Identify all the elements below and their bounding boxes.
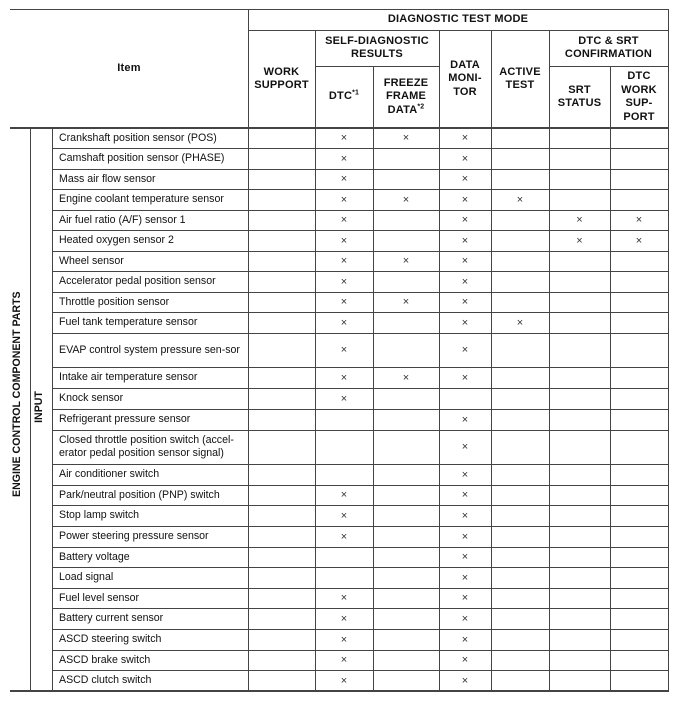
header-active-test	[491, 30, 549, 128]
row-divider	[52, 388, 668, 389]
group-engine-control-component-parts: ENGINE CONTROL COMPONENT PARTS	[11, 291, 23, 497]
row-divider	[52, 670, 668, 671]
header-work-support-label: WORK SUPPORT	[254, 65, 309, 91]
table-cell-mark: ×	[340, 509, 348, 522]
table-row-item: Stop lamp switch	[59, 509, 140, 521]
column-divider	[315, 30, 316, 691]
table-row-item: Air conditioner switch	[59, 468, 160, 480]
header-srt-status	[549, 66, 610, 128]
row-divider	[52, 367, 668, 368]
column-divider	[373, 66, 374, 691]
row-divider	[52, 464, 668, 465]
header-divider	[315, 66, 439, 67]
header-dtc-srt-confirmation-label: DTC & SRT CONFIRMATION	[564, 34, 653, 60]
table-cell-mark: ×	[340, 592, 348, 604]
table-cell-mark: ×	[340, 654, 348, 666]
table-cell-mark: ×	[340, 612, 348, 625]
table-cell-mark: ×	[576, 214, 583, 226]
row-divider	[52, 210, 668, 211]
table-cell-mark: ×	[635, 234, 643, 247]
table-row-item: Power steering pressure sensor	[59, 530, 209, 542]
table-cell-mark: ×	[461, 371, 469, 384]
column-divider	[248, 10, 249, 691]
table-cell-mark: ×	[461, 344, 469, 356]
column-divider	[610, 66, 611, 691]
table-cell-mark: ×	[461, 571, 469, 584]
table-cell-mark: ×	[461, 255, 469, 267]
table-cell-mark: ×	[402, 132, 410, 144]
table-cell-mark: ×	[461, 193, 469, 206]
table-cell-mark: ×	[340, 132, 348, 144]
table-cell-mark: ×	[340, 214, 348, 226]
row-divider	[52, 292, 668, 293]
row-divider	[52, 271, 668, 272]
column-divider	[439, 30, 440, 691]
header-self-diagnostic-results-label: SELF-DIAGNOSTIC RESULTS	[325, 34, 429, 60]
table-cell-mark: ×	[340, 489, 348, 501]
header-data-monitor	[439, 30, 491, 128]
table-cell-mark: ×	[461, 674, 469, 687]
row-divider	[52, 505, 668, 506]
table-cell-mark: ×	[340, 296, 348, 308]
table-cell-mark: ×	[461, 275, 469, 288]
table-cell-mark: ×	[461, 413, 469, 426]
table-cell-mark: ×	[340, 193, 348, 206]
table-cell-mark: ×	[340, 152, 348, 165]
header-dtc-label	[329, 90, 359, 104]
column-divider	[549, 30, 550, 691]
table-cell-mark: ×	[461, 296, 469, 308]
table-cell-mark: ×	[402, 371, 410, 384]
table-cell-mark: ×	[340, 633, 348, 646]
row-divider	[52, 169, 668, 170]
table-cell-mark: ×	[340, 255, 348, 267]
table-row-item: EVAP control system pressure sen-sor	[59, 343, 240, 356]
table-cell-mark: ×	[340, 674, 348, 687]
header-self-diagnostic-results	[315, 30, 439, 66]
table-cell-mark: ×	[461, 592, 469, 604]
table-row-item: Fuel tank temperature sensor	[59, 316, 198, 328]
table-cell-mark: ×	[461, 152, 469, 165]
table-row-item: Throttle position sensor	[59, 295, 170, 308]
table-row-item: Camshaft position sensor (PHASE)	[59, 152, 225, 164]
table-cell-mark: ×	[461, 530, 469, 543]
header-dtc-work-support-label: DTC WORK SUP-PORT	[621, 70, 657, 123]
table-row-item: Closed throttle position switch (accel-erator pedal position sensor signal)	[59, 434, 234, 459]
row-divider	[52, 608, 668, 609]
row-divider	[52, 567, 668, 568]
row-divider	[52, 148, 668, 149]
row-divider	[52, 312, 668, 313]
table-cell-mark: ×	[461, 132, 469, 144]
table-row-item: ASCD clutch switch	[59, 674, 152, 686]
header-divider	[248, 30, 668, 31]
row-divider	[52, 588, 668, 589]
row-divider	[52, 430, 668, 431]
table-row-item: Wheel sensor	[59, 254, 124, 267]
row-divider	[52, 629, 668, 630]
table-row-item: ASCD steering switch	[59, 633, 162, 645]
table-row-item: Load signal	[59, 571, 114, 583]
table-cell-mark: ×	[461, 234, 469, 247]
header-freeze-frame-text: FREEZE FRAME DATA	[383, 76, 429, 116]
table-row-item: ASCD brake switch	[59, 653, 151, 666]
table-cell-mark: ×	[461, 214, 469, 226]
group-divider	[52, 128, 53, 691]
row-divider	[52, 251, 668, 252]
group-input: INPUT	[33, 391, 45, 423]
table-cell-mark: ×	[516, 316, 524, 329]
border-bottom	[10, 690, 669, 692]
border-top	[10, 9, 669, 10]
header-divider	[549, 66, 668, 67]
table-cell-mark: ×	[461, 468, 469, 481]
table-row-item: Battery current sensor	[59, 612, 164, 624]
header-item	[10, 10, 248, 128]
table-cell-mark: ×	[402, 255, 410, 267]
group-divider	[30, 128, 31, 691]
header-dtc-footnote: *1	[352, 89, 360, 97]
header-work-support	[248, 30, 315, 128]
table-row-item: Engine coolant temperature sensor	[59, 193, 224, 205]
header-dtc-work-support	[610, 66, 668, 128]
table-row-item: Park/neutral position (PNP) switch	[59, 488, 220, 501]
row-divider	[52, 409, 668, 410]
header-dtc-srt-confirmation	[549, 30, 668, 66]
table-cell-mark: ×	[340, 344, 348, 356]
table-cell-mark: ×	[461, 612, 469, 625]
table-cell-mark: ×	[340, 316, 348, 329]
header-item-label: Item	[117, 62, 141, 75]
table-cell-mark: ×	[340, 234, 348, 247]
header-diagnostic-test-mode	[248, 10, 668, 30]
table-cell-mark: ×	[461, 509, 469, 522]
table-row-item: Intake air temperature sensor	[59, 371, 198, 383]
table-cell-mark: ×	[340, 392, 348, 405]
row-divider	[52, 189, 668, 190]
table-cell-mark: ×	[516, 193, 524, 206]
row-divider	[52, 485, 668, 486]
table-cell-mark: ×	[402, 296, 410, 308]
table-row-item: Accelerator pedal position sensor	[59, 275, 216, 287]
header-srt-status-label: SRT STATUS	[557, 83, 602, 109]
header-freeze-frame-footnote: *2	[417, 103, 425, 111]
column-divider	[491, 30, 492, 691]
table-cell-mark: ×	[461, 316, 469, 329]
table-cell-mark: ×	[340, 173, 348, 185]
header-diagnostic-test-mode-label: DIAGNOSTIC TEST MODE	[387, 13, 529, 26]
header-dtc-text: DTC	[328, 90, 353, 103]
table-cell-mark: ×	[461, 654, 469, 666]
table-row-item: Knock sensor	[59, 392, 124, 404]
table-cell-mark: ×	[340, 530, 348, 543]
table-cell-mark: ×	[461, 173, 469, 185]
table-row-item: Battery voltage	[59, 550, 130, 563]
header-active-test-label: ACTIVE TEST	[499, 65, 541, 91]
table-cell-mark: ×	[461, 633, 469, 646]
row-divider	[52, 547, 668, 548]
row-divider	[52, 333, 668, 334]
header-data-monitor-label: DATA MONI-TOR	[448, 58, 482, 98]
row-divider	[52, 526, 668, 527]
table-row-item: Refrigerant pressure sensor	[59, 413, 191, 425]
header-bottom-border	[10, 127, 669, 129]
table-cell-mark: ×	[340, 371, 348, 384]
border-right	[668, 10, 669, 691]
table-cell-mark: ×	[461, 441, 469, 453]
table-cell-mark: ×	[461, 551, 469, 563]
header-dtc	[315, 66, 373, 128]
row-divider	[52, 230, 668, 231]
table-cell-mark: ×	[635, 214, 643, 226]
table-row-item: Crankshaft position sensor (POS)	[59, 131, 217, 144]
header-freeze-frame	[373, 66, 439, 128]
table-row-item: Mass air flow sensor	[59, 172, 156, 185]
table-cell-mark: ×	[402, 193, 410, 206]
header-freeze-frame-label	[381, 77, 431, 118]
table-cell-mark: ×	[461, 489, 469, 501]
table-row-item: Fuel level sensor	[59, 591, 140, 604]
table-row-item: Air fuel ratio (A/F) sensor 1	[59, 213, 186, 226]
table-row-item: Heated oxygen sensor 2	[59, 234, 174, 246]
row-divider	[52, 650, 668, 651]
table-cell-mark: ×	[576, 234, 583, 247]
table-cell-mark: ×	[340, 275, 348, 288]
